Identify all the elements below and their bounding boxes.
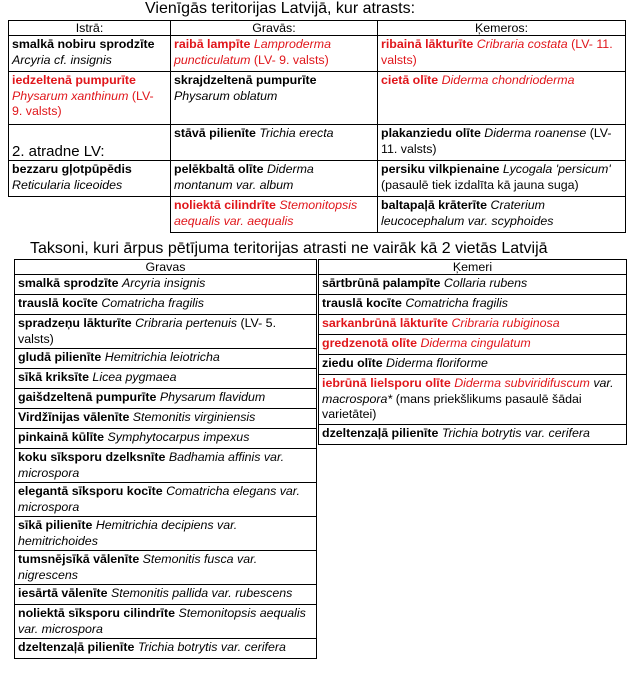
species-common-name: sīkā kriksīte [18,370,89,384]
table-cell [319,335,627,355]
species-scientific-name: Hemitrichia decipiens var. hemitrichoides [18,518,238,548]
species-scientific-name: Arcyria insignis [122,276,206,290]
list-item [15,349,317,369]
species-note: (LV- 5. valsts) [18,316,277,346]
list-item [319,424,627,444]
species-common-name: tumsnējsīkā vālenīte [18,552,140,566]
table-cell [171,197,378,233]
unique-territories-table [8,20,626,233]
species-common-name: plakanziedu olīte [381,126,481,140]
table-cell [15,315,317,349]
species-scientific-name: Diderma chondrioderma [441,73,575,87]
list-item [15,517,317,551]
species-scientific-name: Comatricha fragilis [405,296,508,310]
species-note: (mans priekšlikums pasaulē šādai varietātei) [322,391,582,421]
species-variety-name: var. macrospora* [322,376,614,406]
list-item [15,369,317,389]
species-common-name: skrajdzeltenā pumpurīte [174,73,317,87]
list-item [15,605,317,639]
species-common-name: smalkā nobiru sprodzīte [12,37,155,51]
table-cell [9,161,171,197]
list-item [15,551,317,585]
list-item [15,389,317,409]
species-common-name: spradzeņu lākturīte [18,316,132,330]
species-scientific-name: Licea pygmaea [92,370,177,384]
title-unique-territories: Vienīgās teritorijas Latvijā, kur atrasts: [145,0,416,17]
species-scientific-name: Physarum xanthinum [12,88,129,103]
table-cell [378,125,626,161]
table-cell [15,605,317,639]
species-common-name: dzeltenzaļā pilienīte [18,640,135,654]
species-common-name: pinkainā kūlīte [18,430,105,444]
list-item [319,335,627,355]
list-item [15,409,317,429]
table-cell [15,275,317,295]
table-cell [15,639,317,659]
species-common-name: gaišdzeltenā pumpurīte [18,390,157,404]
table-cell [319,375,627,425]
species-common-name: cietā olīte [381,73,439,87]
species-scientific-name: Trichia erecta [259,126,334,140]
gravas-rare-taxa-table [14,259,317,659]
species-scientific-name: Reticularia liceoides [12,177,123,192]
species-common-name: iesārtā vālenīte [18,586,108,600]
table-cell [15,295,317,315]
species-common-name: noliektā sīksporu cilindrīte [18,606,175,620]
species-common-name: stāvā pilienīte [174,126,256,140]
species-scientific-name: Stemonitis fusca var. nigrescens [18,552,258,582]
species-scientific-name: Trichia botrytis var. cerifera [137,640,286,654]
species-common-name: ziedu olīte [322,356,383,370]
species-scientific-name: Cribraria rubiginosa [451,316,560,330]
species-scientific-name: Physarum flavidum [159,390,266,404]
table-cell [9,125,171,161]
table-cell [15,349,317,369]
species-scientific-name: Diderma floriforme [386,356,488,370]
table-cell [319,275,627,295]
table-row [9,161,626,197]
table-cell [9,72,171,125]
species-scientific-name: Comatricha elegans var. microspora [18,484,300,514]
column-header-kemeros: Ķemeros: [378,21,626,36]
list-item [15,315,317,349]
list-item [15,483,317,517]
column-header-gravas-2: Gravas [15,260,317,275]
species-common-name: smalkā sprodzīte [18,276,119,290]
species-scientific-name: Diderma subviridifuscum [454,376,590,390]
species-common-name: elegantā sīksporu kocīte [18,484,163,498]
species-common-name: noliektā cilindrīte [174,198,276,212]
table-cell [171,72,378,125]
species-note: (LV- 11. valsts) [381,126,612,156]
table-cell [378,72,626,125]
species-common-name: ribainā lākturīte [381,37,474,51]
species-scientific-name: Diderma montanum var. album [174,162,314,192]
species-scientific-name: Symphytocarpus impexus [107,430,250,444]
species-scientific-name: Hemitrichia leiotricha [104,350,220,364]
species-scientific-name: Stemonitis virginiensis [132,410,256,424]
table-row [9,72,626,125]
species-scientific-name: Lycogala 'persicum' [502,162,611,176]
list-item [319,355,627,375]
species-note: 2. atradne LV: [12,142,105,160]
species-common-name: iebrūnā lielsporu olīte [322,376,451,390]
table-cell [319,295,627,315]
table-row [9,125,626,161]
list-item [15,429,317,449]
kemeri-rare-taxa-table [318,259,627,445]
species-scientific-name: Arcyria cf. insignis [12,52,112,67]
species-common-name: Virdžīnijas vālenīte [18,410,130,424]
species-scientific-name: Stemonitis pallida var. rubescens [111,586,293,600]
list-item [15,585,317,605]
species-scientific-name: Collaria rubens [443,276,528,290]
list-item [15,449,317,483]
species-note: (LV- 9. valsts) [253,52,329,67]
list-item [15,275,317,295]
table-cell [378,161,626,197]
table-cell [15,517,317,551]
table-cell [319,315,627,335]
column-header-istra: Istrā: [9,21,171,36]
species-common-name: iedzeltenā pumpurīte [12,73,136,87]
table-cell [15,585,317,605]
table-cell [171,36,378,72]
species-common-name: koku sīksporu dzelksnīte [18,450,166,464]
table-cell [15,369,317,389]
species-common-name: sārtbrūnā palampīte [322,276,441,290]
table-cell [15,449,317,483]
species-note: (LV- 11. valsts) [381,37,613,67]
species-scientific-name: Trichia botrytis var. cerifera [441,425,590,440]
species-common-name: sarkanbrūnā lākturīte [322,316,449,330]
species-note: (pasaulē tiek izdalīta kā jauna suga) [381,177,579,192]
column-header-gravas: Gravās: [171,21,378,36]
title-rare-taxa: Taksoni, kuri ārpus pētījuma teritorijas atrasti ne vairāk kā 2 vietās Latvijā [30,240,548,257]
species-common-name: gludā pilienīte [18,350,102,364]
species-common-name: baltapaļā krāterīte [381,198,488,212]
table-cell [9,36,171,72]
table-cell [15,551,317,585]
species-scientific-name: Badhamia affinis var. microspora [18,450,285,480]
table-cell [319,355,627,375]
table-row [9,197,626,233]
table-cell [15,389,317,409]
species-common-name: sīkā pilienīte [18,518,93,532]
species-common-name: persiku vilkpienaine [381,162,500,176]
species-scientific-name: Stemonitopsis aequalis var. aequalis [174,198,358,228]
table-cell [15,483,317,517]
table-cell [319,424,627,444]
table-cell [15,409,317,429]
list-item [15,639,317,659]
species-scientific-name: Comatricha fragilis [101,296,204,310]
species-scientific-name: Lamproderma puncticulatum [174,37,332,67]
species-scientific-name: Cribraria pertenuis [135,316,237,330]
table-row [9,36,626,72]
species-common-name: bezzaru gļotpūpēdis [12,162,132,176]
table-cell [171,161,378,197]
species-scientific-name: Diderma cingulatum [420,336,531,350]
column-header-kemeri-2: Ķemeri [319,260,627,275]
species-common-name: trauslā kocīte [18,296,98,310]
species-common-name: pelēkbaltā olīte [174,162,264,176]
species-note: (LV- 9. valsts) [12,88,154,118]
species-scientific-name: Stemonitopsis aequalis var. microspora [18,606,306,636]
table-cell [15,429,317,449]
list-item [319,315,627,335]
table-cell [378,36,626,72]
species-scientific-name: Diderma roanense [484,126,587,140]
table-cell [171,125,378,161]
list-item [319,375,627,425]
table-cell [9,197,171,233]
species-scientific-name: Physarum oblatum [174,88,278,103]
species-common-name: dzeltenzaļā pilienīte [322,425,439,440]
table-cell [378,197,626,233]
list-item [15,295,317,315]
species-common-name: trauslā kocīte [322,296,402,310]
list-item [319,275,627,295]
species-scientific-name: Craterium leucocephalum var. scyphoides [381,198,554,228]
species-common-name: raibā lampīte [174,37,251,51]
list-item [319,295,627,315]
species-common-name: gredzenotā olīte [322,336,418,350]
species-scientific-name: Cribraria costata [476,37,568,51]
